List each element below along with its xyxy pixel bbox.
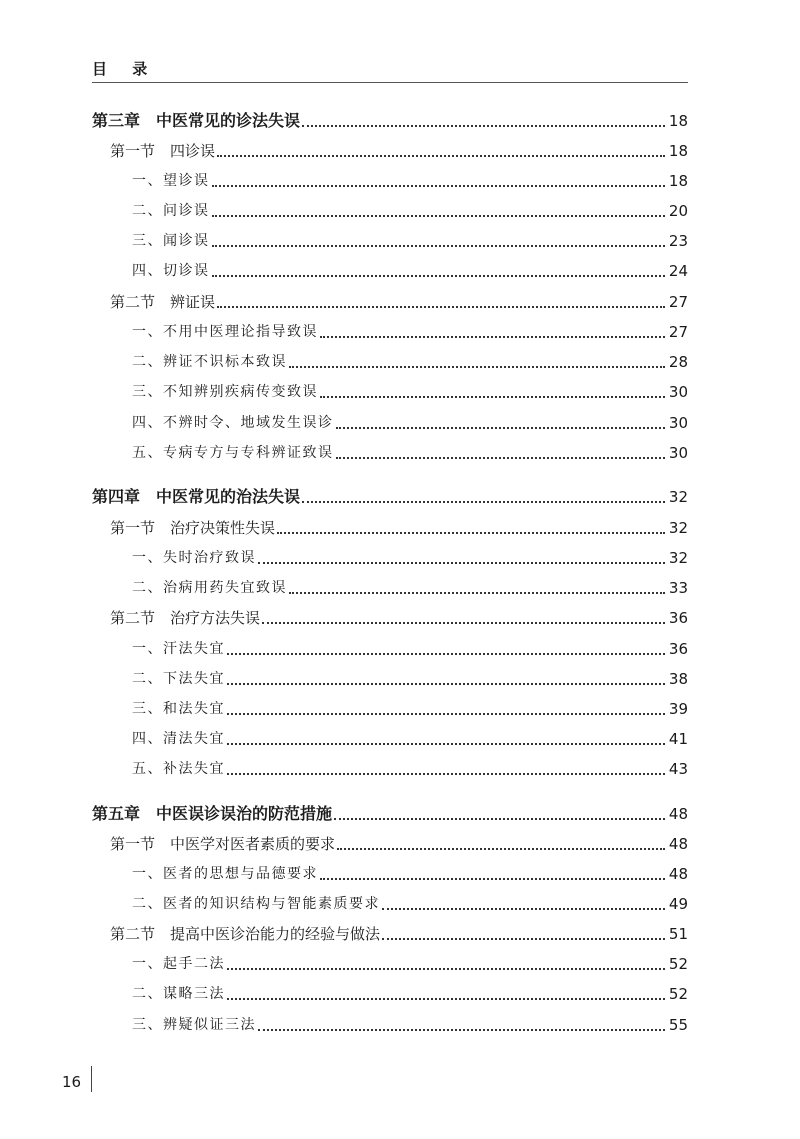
toc-item-row xyxy=(92,409,688,433)
toc-page-number: 23 xyxy=(668,232,688,250)
toc-section-title: 第一节 中医学对医者素质的要求 xyxy=(110,835,336,853)
toc-item-title: 一、失时治疗致误 xyxy=(132,550,256,566)
dot-leader xyxy=(320,396,665,398)
dot-leader xyxy=(227,968,665,970)
toc-item-row xyxy=(92,950,688,974)
dot-leader xyxy=(277,532,665,534)
footer-divider xyxy=(91,1066,92,1092)
toc-page-number: 38 xyxy=(668,670,688,688)
toc-chapter-title: 第三章 中医常见的诊法失误 xyxy=(92,111,301,130)
toc-page-number: 18 xyxy=(668,172,688,190)
toc-item-title: 二、治病用药失宜致误 xyxy=(132,580,287,596)
toc-item-title: 三、闻诊误 xyxy=(132,233,210,249)
toc-section-row xyxy=(92,288,688,312)
toc-item-title: 四、清法失宜 xyxy=(132,731,225,747)
dot-leader xyxy=(258,562,665,564)
toc-item-row xyxy=(92,544,688,568)
toc-item-row xyxy=(92,890,688,914)
toc-page-number: 55 xyxy=(668,1016,688,1034)
toc-section-title: 第一节 治疗决策性失误 xyxy=(110,519,276,537)
dot-leader xyxy=(334,818,665,820)
toc-page-number: 48 xyxy=(668,805,688,823)
toc-section-row xyxy=(92,604,688,628)
toc-item-row xyxy=(92,755,688,779)
toc-page-number: 27 xyxy=(668,293,688,311)
toc-page-number: 43 xyxy=(668,760,688,778)
toc-item-title: 一、医者的思想与品德要求 xyxy=(132,866,318,882)
dot-leader xyxy=(320,336,665,338)
toc-section-title: 第二节 提高中医诊治能力的经验与做法 xyxy=(110,925,381,943)
toc-page-number: 48 xyxy=(668,835,688,853)
toc-page-number: 36 xyxy=(668,609,688,627)
toc-item-title: 一、起手二法 xyxy=(132,956,225,972)
toc-page-number: 32 xyxy=(668,519,688,537)
toc-item-row xyxy=(92,167,688,191)
toc-item-title: 五、专病专方与专科辨证致误 xyxy=(132,445,334,461)
dot-leader xyxy=(217,306,665,308)
toc-page-number: 32 xyxy=(668,549,688,567)
dot-leader xyxy=(336,427,665,429)
toc-page-number: 51 xyxy=(668,925,688,943)
dot-leader xyxy=(212,275,665,277)
toc-page-number: 52 xyxy=(668,955,688,973)
toc-item-row xyxy=(92,348,688,372)
dot-leader xyxy=(289,366,665,368)
toc-page-number: 48 xyxy=(668,865,688,883)
toc-item-row xyxy=(92,318,688,342)
toc-item-row xyxy=(92,227,688,251)
toc-section-row xyxy=(92,514,688,538)
dot-leader xyxy=(336,457,665,459)
toc-item-title: 三、不知辨别疾病传变致误 xyxy=(132,384,318,400)
toc-page-number: 27 xyxy=(668,323,688,341)
toc-section-row xyxy=(92,830,688,854)
toc-chapter-row xyxy=(92,483,688,507)
toc-page-number: 49 xyxy=(668,895,688,913)
toc-item-row xyxy=(92,197,688,221)
dot-leader xyxy=(212,185,665,187)
dot-leader xyxy=(337,848,665,850)
toc-page-number: 52 xyxy=(668,985,688,1003)
toc-item-title: 二、医者的知识结构与智能素质要求 xyxy=(132,896,380,912)
toc-item-row xyxy=(92,695,688,719)
dot-leader xyxy=(227,653,665,655)
toc-section-title: 第一节 四诊误 xyxy=(110,142,216,160)
toc-item-title: 五、补法失宜 xyxy=(132,761,225,777)
toc-item-title: 三、辨疑似证三法 xyxy=(132,1017,256,1033)
toc-page-number: 33 xyxy=(668,579,688,597)
dot-leader xyxy=(302,501,665,503)
toc-chapter-row xyxy=(92,800,688,824)
toc-page-number: 36 xyxy=(668,640,688,658)
toc-page-number: 41 xyxy=(668,730,688,748)
header-divider xyxy=(92,82,688,83)
toc-item-title: 四、不辨时令、地域发生误诊 xyxy=(132,415,334,431)
dot-leader xyxy=(217,155,665,157)
dot-leader xyxy=(227,743,665,745)
toc-page-number: 30 xyxy=(668,383,688,401)
toc-section-title: 第二节 辨证误 xyxy=(110,293,216,311)
toc-item-title: 二、辨证不识标本致误 xyxy=(132,354,287,370)
toc-section-row xyxy=(92,920,688,944)
toc-section-title: 第二节 治疗方法失误 xyxy=(110,609,261,627)
toc-page-number: 20 xyxy=(668,202,688,220)
toc-page-number: 18 xyxy=(668,112,688,130)
toc-chapter-row xyxy=(92,107,688,131)
dot-leader xyxy=(289,592,665,594)
toc-chapter-title: 第四章 中医常见的治法失误 xyxy=(92,487,301,506)
toc-page-number: 30 xyxy=(668,444,688,462)
dot-leader xyxy=(320,878,665,880)
toc-page-number: 28 xyxy=(668,353,688,371)
dot-leader xyxy=(227,998,665,1000)
dot-leader xyxy=(212,245,665,247)
toc-item-row xyxy=(92,725,688,749)
toc-section-row xyxy=(92,137,688,161)
toc-page-number: 32 xyxy=(668,488,688,506)
dot-leader xyxy=(382,908,665,910)
toc-item-title: 一、不用中医理论指导致误 xyxy=(132,324,318,340)
toc-item-row xyxy=(92,635,688,659)
toc-item-row xyxy=(92,257,688,281)
toc-item-title: 二、问诊误 xyxy=(132,203,210,219)
dot-leader xyxy=(227,683,665,685)
toc-item-row xyxy=(92,439,688,463)
toc-item-title: 二、谋略三法 xyxy=(132,986,225,1002)
toc-page-number: 24 xyxy=(668,262,688,280)
toc-item-row xyxy=(92,860,688,884)
toc-item-title: 一、汗法失宜 xyxy=(132,641,225,657)
dot-leader xyxy=(262,622,665,624)
dot-leader xyxy=(227,713,665,715)
dot-leader xyxy=(302,125,665,127)
page-number: 16 xyxy=(62,1073,82,1091)
toc-item-row xyxy=(92,980,688,1004)
dot-leader xyxy=(258,1029,665,1031)
toc-item-row xyxy=(92,378,688,402)
toc-page-number: 18 xyxy=(668,142,688,160)
toc-chapter-title: 第五章 中医误诊误治的防范措施 xyxy=(92,804,333,823)
toc-item-title: 二、下法失宜 xyxy=(132,671,225,687)
toc-item-title: 一、望诊误 xyxy=(132,173,210,189)
toc-page-number: 39 xyxy=(668,700,688,718)
toc-item-title: 三、和法失宜 xyxy=(132,701,225,717)
page-header-title: 目 录 xyxy=(92,60,158,78)
dot-leader xyxy=(382,938,665,940)
toc-item-row xyxy=(92,665,688,689)
dot-leader xyxy=(227,773,665,775)
dot-leader xyxy=(212,215,665,217)
toc-item-row xyxy=(92,1011,688,1035)
toc-item-title: 四、切诊误 xyxy=(132,263,210,279)
toc-page-number: 30 xyxy=(668,414,688,432)
toc-item-row xyxy=(92,574,688,598)
